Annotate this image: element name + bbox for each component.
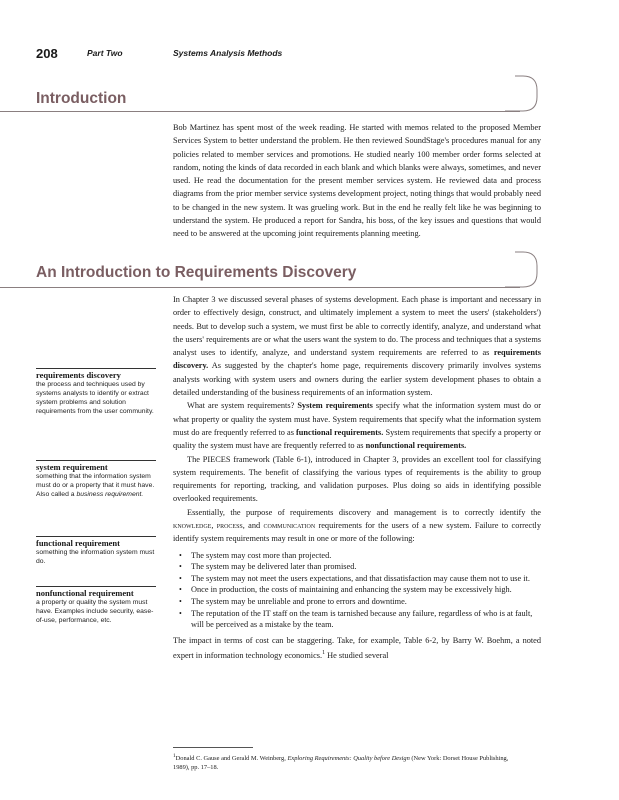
margin-rule xyxy=(36,368,156,369)
section-rule xyxy=(0,287,520,288)
key-term: requirements discovery. xyxy=(173,348,541,371)
part-label: Part Two xyxy=(87,48,123,58)
list-item: • The system may be unreliable and prone to errors and downtime. xyxy=(189,596,541,608)
list-item: • The system may not meet the users expectations, and that dissatisfaction may cause them not to use it. xyxy=(189,573,541,585)
body-paragraph: The impact in terms of cost can be staggering. Take, for example, Table 6-2, by Barry W. Boehm, a noted expert in information technology economics.$^1$ He studied several xyxy=(173,635,541,660)
margin-term: requirements discovery xyxy=(36,370,121,380)
margin-rule xyxy=(36,536,156,537)
key-term: nonfunctional requirements. xyxy=(365,441,467,451)
margin-definition xyxy=(36,588,160,625)
section-rule-curve xyxy=(505,248,545,290)
margin-def: a property or quality the system must have. Examples include security, ease-of-use, performance, etc. xyxy=(36,599,154,624)
body-paragraph: The PIECES framework (Table 6-1), introduced in Chapter 3, provides an excellent tool for classifying system requirements. The benefit of classifying the various types of requirements is the ability to group requirements for reporting, tracking, and validation purposes. Plus doing so aids in identifying possible overlooked requirements. xyxy=(173,454,541,504)
margin-def: the process and techniques used by systems analysts to identify or extract system problems and solution requirements from the user community. xyxy=(36,381,154,415)
body-paragraph: Essentially, the purpose of requirements discovery and management is to correctly identify the knowledge, process, and communication requirements for the users of a new system. Failure to correctly identify system requirements may result in one or more of the following: xyxy=(173,507,541,544)
margin-term: functional requirement xyxy=(36,538,120,548)
list-item: • The system may be delivered later than promised. xyxy=(189,561,541,573)
margin-term: system requirement xyxy=(36,462,108,472)
margin-definition xyxy=(36,462,160,499)
margin-def: something that the information system must do or a property that it must have. Also called a business requirement. xyxy=(36,473,155,498)
margin-rule xyxy=(36,460,156,461)
list-item: • Once in production, the costs of maintaining and enhancing the system may be excessively high. xyxy=(189,584,541,596)
body-paragraph: What are system requirements? System requirements specify what the information system must do or what property or quality the system must have. System requirements that specify what the information system must do are frequently referred to as functional requirements. System requirements that specify a property or quality the system must have are frequently referred to as nonfunctional requirements. xyxy=(173,401,541,451)
margin-def: something the information system must do. xyxy=(36,549,155,565)
running-chapter-title: Systems Analysis Methods xyxy=(173,48,283,58)
margin-definition xyxy=(36,538,160,566)
section-rule xyxy=(0,111,520,112)
section-title-requirements-discovery: An Introduction to Requirements Discovery xyxy=(36,264,357,281)
intro-paragraph: Bob Martinez has spent most of the week reading. He started with memos related to the proposed Member Services System to better understand the problem. He then reviewed SoundStage's procedures manual for any policies related to member services and promotions. He studied nearly 100 member order forms selected at random, noting the kinds of data recorded in each blank and which blanks were always, sometimes, and never used. He read the documentation for the present member services system. He reviewed data and process diagrams from the prior member service systems development project, noting things that would probably need to be changed in the new system. It was grueling work. But in the end he really felt like he was beginning to understand the system. He produced a report for Sandra, his boss, of the key issues and questions that would need to be answered at the upcoming joint requirements planning meeting. xyxy=(173,123,541,239)
key-term: System requirements xyxy=(297,401,373,411)
page-number: 208 xyxy=(36,46,58,61)
footnote-rule xyxy=(173,747,253,748)
section-rule-curve xyxy=(505,72,545,114)
margin-definition xyxy=(36,370,160,416)
list-item: • The system may cost more than projected. xyxy=(189,550,541,562)
section-title-introduction: Introduction xyxy=(36,90,127,107)
list-item: • The reputation of the IT staff on the team is tarnished because any failure, regardless of who is at fault, will be perceived as a mistake by the team. xyxy=(189,608,541,631)
footnote: $^1$Donald C. Gause and Gerald M. Weinberg, Exploring Requirements: Quality before Design (New York: Dorset House Publishing, 1989), pp. 17–18. xyxy=(173,753,509,772)
body-paragraph: In Chapter 3 we discussed several phases of systems development. Each phase is important and necessary in order to effectively design, construct, and ultimately implement a system to meet the users' (stakeholders') needs. But to develop such a system, we must first be able to correctly identify, analyze, and understand what the users' requirements are or what the users want the system to do. The process and techniques that a systems analyst uses to identify, analyze, and understand system requirements are referred to as requirements discovery. As suggested by the chapter's home page, requirements discovery primarily involves systems analysts working with system users and owners during the earlier system development phases to obtain a detailed understanding of the business requirements of an information system. xyxy=(173,295,541,398)
consequences-list xyxy=(173,550,541,631)
key-term: functional requirements. xyxy=(296,427,384,437)
margin-rule xyxy=(36,586,156,587)
margin-term: nonfunctional requirement xyxy=(36,588,134,598)
body-column xyxy=(173,293,541,662)
